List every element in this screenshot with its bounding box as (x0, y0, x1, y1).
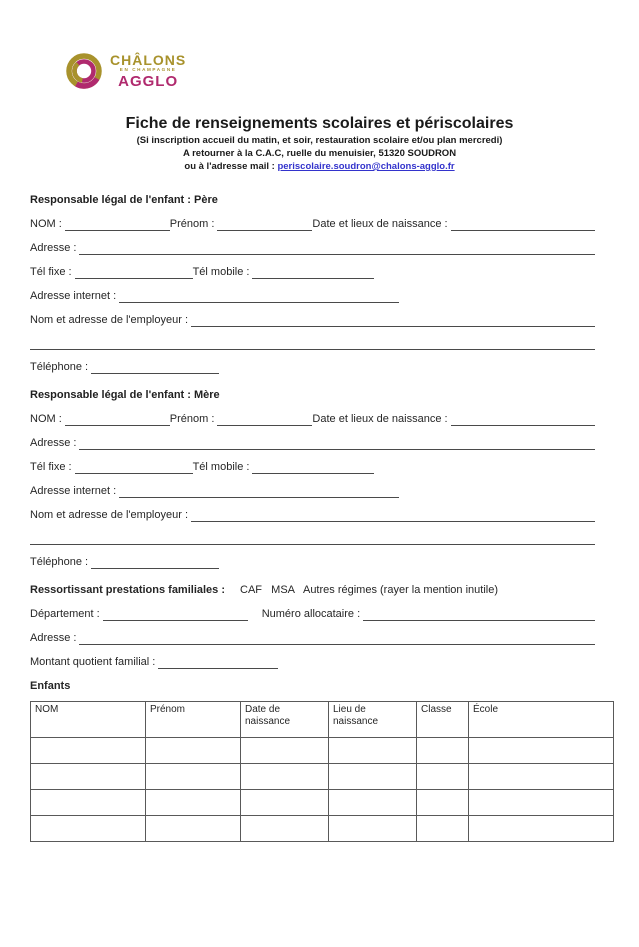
nom-label: NOM : (30, 218, 62, 230)
naissance-blank-line (451, 413, 595, 426)
adresse-blank-line (79, 437, 595, 450)
nom-blank-line (65, 218, 170, 231)
enfants-empty-row (31, 738, 614, 764)
logo-chalons-label: CHÂLONS (110, 51, 187, 68)
empty-cell (417, 790, 469, 816)
enfants-header-row (31, 702, 614, 738)
empty-cell (469, 790, 614, 816)
nom-label: NOM : (30, 413, 62, 425)
enfants-empty-row (31, 790, 614, 816)
tel-mobile-label: Tél mobile : (192, 461, 250, 473)
form-title: Fiche de renseignements scolaires et périscolaires (125, 115, 514, 132)
telephone-label: Téléphone : (30, 556, 89, 568)
mail-link[interactable]: periscolaire.soudron@chalons-agglo.fr (277, 161, 455, 172)
naissance-label: Date et lieux de naissance : (312, 218, 448, 230)
employeur-label: Nom et adresse de l'employeur : (30, 314, 189, 326)
adresse-internet-blank-line (119, 485, 399, 498)
prestations-adresse-row (30, 631, 595, 645)
empty-cell (146, 790, 241, 816)
empty-cell (241, 764, 329, 790)
mere-internet-row (30, 484, 595, 498)
enfants-empty-row (31, 816, 614, 842)
empty-cell (469, 764, 614, 790)
enfants-empty-row (31, 764, 614, 790)
logo-agglo-label: AGGLO (118, 73, 179, 91)
tel-mobile-label: Tél mobile : (192, 266, 250, 278)
naissance-blank-line (451, 218, 595, 231)
mere-adresse-row (30, 436, 595, 450)
empty-cell (417, 738, 469, 764)
col-header-date-naissance: Date de naissance (241, 702, 329, 738)
adresse-internet-label: Adresse internet : (30, 485, 117, 497)
prenom-blank-line (217, 413, 312, 426)
tel-mobile-blank-line (252, 266, 374, 279)
adresse-blank-line (79, 242, 595, 255)
adresse-label: Adresse : (30, 242, 77, 254)
pere-adresse-row (30, 241, 595, 255)
tel-mobile-blank-line (252, 461, 374, 474)
agglo-logo (64, 42, 639, 100)
quotient-blank-line (158, 656, 278, 669)
pere-telephone-row (30, 360, 595, 374)
pere-tel-row (30, 265, 595, 279)
col-header-prenom: Prénom (146, 702, 241, 738)
form-subtitle: (Si inscription accueil du matin, et soir, restauration scolaire et/ou plan mercredi) (136, 135, 503, 146)
adresse-internet-blank-line (119, 290, 399, 303)
departement-blank-line (103, 608, 248, 621)
employeur-blank-line (191, 314, 595, 327)
agglo-ring-icon (64, 51, 104, 91)
mail-prefix-label: ou à l'adresse mail : (184, 161, 278, 172)
telephone-blank-line (91, 361, 219, 374)
pere-employeur-row (30, 313, 595, 327)
tel-fixe-label: Tél fixe : (30, 461, 72, 473)
mail-line (0, 160, 639, 173)
empty-cell (31, 816, 146, 842)
empty-cell (146, 764, 241, 790)
quotient-row (30, 655, 595, 669)
empty-cell (329, 764, 417, 790)
prenom-label: Prénom : (169, 413, 215, 425)
mere-employeur-row (30, 508, 595, 522)
pere-employeur-cont-row (30, 337, 595, 350)
employeur-cont-blank-line (30, 532, 595, 545)
prestations-row (30, 583, 595, 597)
adresse-label: Adresse : (30, 437, 77, 449)
enfants-table (30, 701, 614, 842)
adresse-internet-label: Adresse internet : (30, 290, 117, 302)
form-page (0, 42, 639, 947)
employeur-cont-blank-line (30, 337, 595, 350)
section-title-enfants: Enfants (30, 680, 71, 692)
empty-cell (329, 816, 417, 842)
numero-allocataire-label: Numéro allocataire : (261, 608, 361, 620)
pere-internet-row (30, 289, 595, 303)
empty-cell (417, 816, 469, 842)
telephone-blank-line (91, 556, 219, 569)
empty-cell (241, 790, 329, 816)
logo-en-champagne-label: EN CHAMPAGNE (119, 66, 177, 72)
adresse-blank-line (79, 632, 595, 645)
empty-cell (31, 764, 146, 790)
empty-cell (469, 738, 614, 764)
prestations-options: CAF MSA Autres régimes (rayer la mention inutile) (240, 584, 498, 596)
mere-identity-row (30, 412, 595, 426)
col-header-classe: Classe (417, 702, 469, 738)
pere-identity-row (30, 217, 595, 231)
prenom-label: Prénom : (169, 218, 215, 230)
return-address-line: A retourner à la C.A.C, ruelle du menuisier, 51320 SOUDRON (182, 148, 457, 159)
quotient-label: Montant quotient familial : (30, 656, 156, 668)
empty-cell (146, 738, 241, 764)
prestations-label: Ressortissant prestations familiales : (30, 584, 226, 596)
employeur-blank-line (191, 509, 595, 522)
agglo-logo-text (110, 53, 186, 90)
mere-tel-row (30, 460, 595, 474)
empty-cell (329, 790, 417, 816)
empty-cell (241, 816, 329, 842)
empty-cell (31, 738, 146, 764)
prenom-blank-line (217, 218, 312, 231)
col-header-nom: NOM (31, 702, 146, 738)
section-title-pere: Responsable légal de l'enfant : Père (30, 194, 218, 206)
employeur-label: Nom et adresse de l'employeur : (30, 509, 189, 521)
empty-cell (31, 790, 146, 816)
tel-fixe-label: Tél fixe : (30, 266, 72, 278)
numero-allocataire-blank-line (363, 608, 595, 621)
mere-employeur-cont-row (30, 532, 595, 545)
col-header-lieu-naissance: Lieu de naissance (329, 702, 417, 738)
departement-label: Département : (30, 608, 100, 620)
empty-cell (469, 816, 614, 842)
empty-cell (329, 738, 417, 764)
departement-row (30, 607, 595, 621)
empty-cell (146, 816, 241, 842)
telephone-label: Téléphone : (30, 361, 89, 373)
tel-fixe-blank-line (75, 266, 193, 279)
empty-cell (417, 764, 469, 790)
nom-blank-line (65, 413, 170, 426)
mere-telephone-row (30, 555, 595, 569)
col-header-ecole: École (469, 702, 614, 738)
empty-cell (241, 738, 329, 764)
tel-fixe-blank-line (75, 461, 193, 474)
adresse-label: Adresse : (30, 632, 77, 644)
section-title-mere: Responsable légal de l'enfant : Mère (30, 389, 220, 401)
naissance-label: Date et lieux de naissance : (312, 413, 448, 425)
form-body (30, 193, 595, 842)
